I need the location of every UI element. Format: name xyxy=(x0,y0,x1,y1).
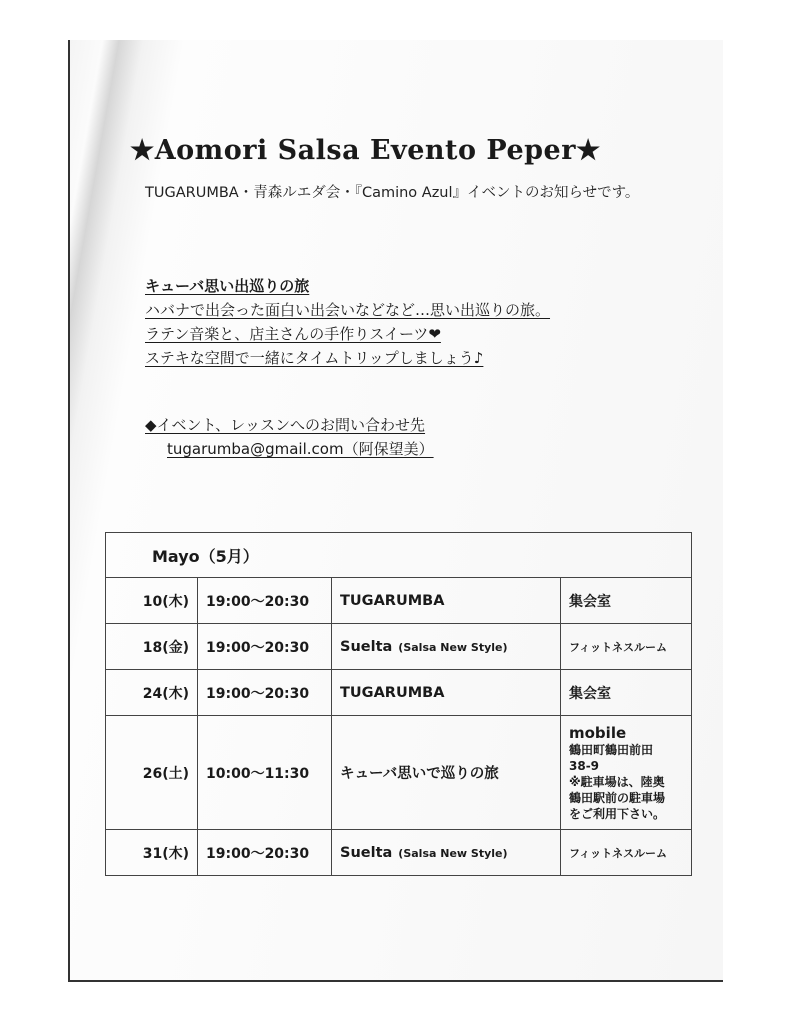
event-subtitle: (Salsa New Style) xyxy=(398,640,508,654)
table-row xyxy=(106,830,692,876)
intro-section xyxy=(145,274,550,370)
place-line: をご利用下さい。 xyxy=(569,806,666,821)
subtitle: TUGARUMBA・青森ルエダ会・『Camino Azul』イベントのお知らせです。 xyxy=(145,185,640,201)
event-date: 10(木) xyxy=(106,578,198,624)
place-line: 38-9 xyxy=(569,758,600,773)
event-name: TUGARUMBA xyxy=(332,670,561,716)
event-date: 31(木) xyxy=(106,830,198,876)
table-row xyxy=(106,716,692,830)
intro-line: ステキな空間で一緒にタイムトリップしましょう♪ xyxy=(145,349,484,367)
intro-line: ラテン音楽と、店主さんの手作りスイーツ❤ xyxy=(145,325,441,343)
place-line: 鶴田駅前の駐車場 xyxy=(569,790,666,805)
contact-label: ◆イベント、レッスンへのお問い合わせ先 xyxy=(145,416,426,434)
event-name: キューバ思いで巡りの旅 xyxy=(332,716,561,830)
intro-line: ハバナで出会った面白い出会いなどなど…思い出巡りの旅。 xyxy=(145,301,551,319)
event-name: TUGARUMBA xyxy=(332,578,561,624)
contact-email: tugarumba@gmail.com（阿保望美） xyxy=(167,440,434,458)
page-title: ★Aomori Salsa Evento Peper★ xyxy=(130,135,601,166)
table-row xyxy=(106,670,692,716)
schedule-table xyxy=(105,532,692,876)
event-date: 26(土) xyxy=(106,716,198,830)
event-subtitle: (Salsa New Style) xyxy=(398,846,508,860)
place-line: mobile xyxy=(569,723,627,742)
event-place: 集会室 xyxy=(561,578,692,624)
event-time: 19:00～20:30 xyxy=(198,578,332,624)
table-row xyxy=(106,624,692,670)
event-place xyxy=(561,716,692,830)
table-row xyxy=(106,578,692,624)
place-line: 鶴田町鶴田前田 xyxy=(569,742,654,757)
intro-heading: キューバ思い出巡りの旅 xyxy=(145,277,310,295)
event-time: 19:00～20:30 xyxy=(198,830,332,876)
event-date: 18(金) xyxy=(106,624,198,670)
event-name: Suelta (Salsa New Style) xyxy=(332,624,561,670)
event-place: フィットネスルーム xyxy=(561,624,692,670)
place-line: ※駐車場は、陸奥 xyxy=(569,774,665,789)
event-date: 24(木) xyxy=(106,670,198,716)
month-header: Mayo（5月） xyxy=(106,533,692,578)
event-time: 10:00～11:30 xyxy=(198,716,332,830)
event-time: 19:00～20:30 xyxy=(198,624,332,670)
contact-section xyxy=(145,413,434,461)
event-name: Suelta (Salsa New Style) xyxy=(332,830,561,876)
event-place: 集会室 xyxy=(561,670,692,716)
event-place: フィットネスルーム xyxy=(561,830,692,876)
event-time: 19:00～20:30 xyxy=(198,670,332,716)
